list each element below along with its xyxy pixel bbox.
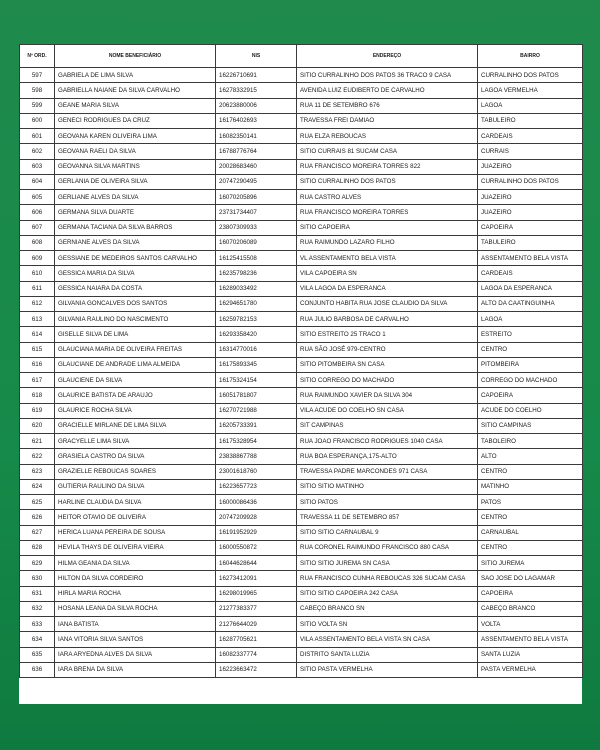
order-number-cell: 619 (20, 403, 55, 418)
order-number-cell: 607 (20, 220, 55, 235)
address-cell: VILA LAGOA DA ESPERANCA (297, 281, 478, 296)
address-cell: CONJUNTO HABITA RUA JOSE CLAUDIO DA SILVA (297, 296, 478, 311)
nis-cell: 16289033492 (216, 281, 297, 296)
address-cell: RUA RAIMUNDO LAZARO FILHO (297, 235, 478, 250)
beneficiary-name-cell: GRAZIELLE REBOUCAS SOARES (55, 464, 216, 479)
order-number-cell: 602 (20, 144, 55, 159)
neighborhood-cell: CAPOEIRA (478, 388, 583, 403)
address-cell: SITIO CORREGO DO MACHADO (297, 373, 478, 388)
neighborhood-cell: SITIO CAMPINAS (478, 418, 583, 433)
beneficiary-name-cell: GERMANA SILVA DUARTE (55, 205, 216, 220)
order-number-cell: 599 (20, 98, 55, 113)
address-cell: RUA CASTRO ALVES (297, 190, 478, 205)
neighborhood-cell: JUAZEIRO (478, 159, 583, 174)
address-cell: SITIO CURRALINHO DOS PATOS (297, 174, 478, 189)
nis-cell: 16273412091 (216, 571, 297, 586)
neighborhood-cell: CURRAIS (478, 144, 583, 159)
neighborhood-cell: CORREGO DO MACHADO (478, 373, 583, 388)
order-number-cell: 609 (20, 251, 55, 266)
table-row (20, 388, 583, 403)
beneficiary-name-cell: GLAUCIENE DA SILVA (55, 373, 216, 388)
neighborhood-cell: SAO JOSE DO LAGAMAR (478, 571, 583, 586)
table-body (20, 68, 583, 678)
address-cell: SITIO CURRALINHO DOS PATOS 36 TRACO 9 CASA (297, 68, 478, 83)
order-number-cell: 632 (20, 601, 55, 616)
address-cell: RUA ELZA REBOUCAS (297, 129, 478, 144)
nis-cell: 16278332915 (216, 83, 297, 98)
header-address: ENDEREÇO (297, 45, 478, 68)
neighborhood-cell: SITIO JUREMA (478, 556, 583, 571)
nis-cell: 21277383377 (216, 601, 297, 616)
nis-cell: 16176402693 (216, 113, 297, 128)
address-cell: VL ASSENTAMENTO BELA VISTA (297, 251, 478, 266)
beneficiary-name-cell: GERLIANE ALVES DA SILVA (55, 190, 216, 205)
nis-cell: 16226710691 (216, 68, 297, 83)
nis-cell: 20747209928 (216, 510, 297, 525)
nis-cell: 23838867788 (216, 449, 297, 464)
order-number-cell: 626 (20, 510, 55, 525)
table-row (20, 327, 583, 342)
order-number-cell: 623 (20, 464, 55, 479)
neighborhood-cell: PITOMBEIRA (478, 357, 583, 372)
beneficiary-name-cell: HIRLA MARIA ROCHA (55, 586, 216, 601)
beneficiary-name-cell: HILTON DA SILVA CORDEIRO (55, 571, 216, 586)
beneficiary-name-cell: GEOVANA RAELI DA SILVA (55, 144, 216, 159)
beneficiary-name-cell: GESSICA NAIARA DA COSTA (55, 281, 216, 296)
nis-cell: 16259782153 (216, 312, 297, 327)
address-cell: TRAVESSA 11 DE SETEMBRO 857 (297, 510, 478, 525)
address-cell: RUA FRANCISCO MOREIRA TORRES 822 (297, 159, 478, 174)
nis-cell: 16223657723 (216, 479, 297, 494)
order-number-cell: 600 (20, 113, 55, 128)
beneficiary-name-cell: IARA ARYEDNA ALVES DA SILVA (55, 647, 216, 662)
nis-cell: 16175324154 (216, 373, 297, 388)
neighborhood-cell: CENTRO (478, 464, 583, 479)
order-number-cell: 605 (20, 190, 55, 205)
nis-cell: 23731734407 (216, 205, 297, 220)
order-number-cell: 615 (20, 342, 55, 357)
neighborhood-cell: CENTRO (478, 342, 583, 357)
nis-cell: 20623880006 (216, 98, 297, 113)
address-cell: SITIO SITIO JUREMA SN CASA (297, 556, 478, 571)
neighborhood-cell: CABEÇO BRANCO (478, 601, 583, 616)
nis-cell: 20028683460 (216, 159, 297, 174)
address-cell: RUA FRANCISCO MOREIRA TORRES (297, 205, 478, 220)
neighborhood-cell: CENTRO (478, 510, 583, 525)
beneficiary-name-cell: GRACYELLE LIMA SILVA (55, 434, 216, 449)
nis-cell: 16298019965 (216, 586, 297, 601)
table-row (20, 312, 583, 327)
nis-cell: 16287705621 (216, 632, 297, 647)
nis-cell: 16235798236 (216, 266, 297, 281)
order-number-cell: 622 (20, 449, 55, 464)
beneficiary-name-cell: GABRIELLA NAIANE DA SILVA CARVALHO (55, 83, 216, 98)
header-neighborhood: BAIRRO (478, 45, 583, 68)
neighborhood-cell: CURRALINHO DOS PATOS (478, 68, 583, 83)
beneficiary-name-cell: GEOVANNA SILVA MARTINS (55, 159, 216, 174)
beneficiary-name-cell: IANA BATISTA (55, 617, 216, 632)
neighborhood-cell: TABULEIRO (478, 113, 583, 128)
address-cell: DISTRITO SANTA LUZIA (297, 647, 478, 662)
beneficiary-name-cell: HOSANA LEANA DA SILVA ROCHA (55, 601, 216, 616)
neighborhood-cell: ASSENTAMENTO BELA VISTA (478, 251, 583, 266)
order-number-cell: 634 (20, 632, 55, 647)
table-row (20, 98, 583, 113)
nis-cell: 16082350141 (216, 129, 297, 144)
neighborhood-cell: CENTRO (478, 540, 583, 555)
order-number-cell: 612 (20, 296, 55, 311)
beneficiary-name-cell: GESSICA MARIA DA SILVA (55, 266, 216, 281)
beneficiary-name-cell: GLAURICE ROCHA SILVA (55, 403, 216, 418)
nis-cell: 21276644029 (216, 617, 297, 632)
neighborhood-cell: MATINHO (478, 479, 583, 494)
nis-cell: 16270721988 (216, 403, 297, 418)
table-row (20, 662, 583, 677)
nis-cell: 16191952929 (216, 525, 297, 540)
nis-cell: 16788776764 (216, 144, 297, 159)
beneficiary-table (19, 44, 583, 678)
neighborhood-cell: TABULEIRO (478, 235, 583, 250)
beneficiary-name-cell: IARA BRENA DA SILVA (55, 662, 216, 677)
beneficiary-name-cell: GUTIERIA RAULINO DA SILVA (55, 479, 216, 494)
nis-cell: 16070206089 (216, 235, 297, 250)
table-row (20, 357, 583, 372)
neighborhood-cell: CAPOEIRA (478, 220, 583, 235)
header-order-number: Nº ORD. (20, 45, 55, 68)
nis-cell: 16223663472 (216, 662, 297, 677)
table-row (20, 601, 583, 616)
order-number-cell: 621 (20, 434, 55, 449)
beneficiary-name-cell: GERNIANE ALVES DA SILVA (55, 235, 216, 250)
table-row (20, 434, 583, 449)
beneficiary-name-cell: HEVILA THAYS DE OLIVEIRA VIEIRA (55, 540, 216, 555)
address-cell: SITIO PITOMBEIRA SN CASA (297, 357, 478, 372)
neighborhood-cell: CARNAUBAL (478, 525, 583, 540)
table-row (20, 113, 583, 128)
beneficiary-name-cell: GESSIANE DE MEDEIROS SANTOS CARVALHO (55, 251, 216, 266)
beneficiary-name-cell: HARLINE CLAUDIA DA SILVA (55, 495, 216, 510)
beneficiary-name-cell: GABRIELA DE LIMA SILVA (55, 68, 216, 83)
neighborhood-cell: ALTO (478, 449, 583, 464)
address-cell: RUA SÃO JOSÉ 979-CENTRO (297, 342, 478, 357)
table-row (20, 159, 583, 174)
address-cell: TRAVESSA PADRE MARCONDES 971 CASA (297, 464, 478, 479)
neighborhood-cell: ASSENTAMENTO BELA VISTA (478, 632, 583, 647)
neighborhood-cell: PASTA VERMELHA (478, 662, 583, 677)
neighborhood-cell: VOLTA (478, 617, 583, 632)
table-row (20, 617, 583, 632)
beneficiary-name-cell: GEOVANA KAREN OLIVEIRA LIMA (55, 129, 216, 144)
table-row (20, 510, 583, 525)
address-cell: SITIO CAPOEIRA (297, 220, 478, 235)
beneficiary-name-cell: GENECI RODRIGUES DA CRUZ (55, 113, 216, 128)
address-cell: RUA CORONEL RAIMUNDO FRANCISCO 880 CASA (297, 540, 478, 555)
header-nis: NIS (216, 45, 297, 68)
beneficiary-name-cell: HEITOR OTAVIO DE OLIVEIRA (55, 510, 216, 525)
table-row (20, 144, 583, 159)
nis-cell: 16000086436 (216, 495, 297, 510)
order-number-cell: 627 (20, 525, 55, 540)
address-cell: RUA BOA ESPERANÇA,175-ALTO (297, 449, 478, 464)
beneficiary-name-cell: IANA VITORIA SILVA SANTOS (55, 632, 216, 647)
beneficiary-name-cell: GEANE MARIA SILVA (55, 98, 216, 113)
table-row (20, 129, 583, 144)
nis-cell: 16175893345 (216, 357, 297, 372)
address-cell: SITIO CURRAIS 81 SUCAM CASA (297, 144, 478, 159)
order-number-cell: 597 (20, 68, 55, 83)
address-cell: VILA ACUDE DO COELHO SN CASA (297, 403, 478, 418)
table-row (20, 373, 583, 388)
table-row (20, 281, 583, 296)
order-number-cell: 620 (20, 418, 55, 433)
table-header-row (20, 45, 583, 68)
table-row (20, 479, 583, 494)
table-row (20, 632, 583, 647)
table-row (20, 251, 583, 266)
order-number-cell: 610 (20, 266, 55, 281)
beneficiary-name-cell: GERLANIA DE OLIVEIRA SILVA (55, 174, 216, 189)
beneficiary-name-cell: GLAURICE BATISTA DE ARAUJO (55, 388, 216, 403)
address-cell: AVENIDA LUIZ EUDIBERTO DE CARVALHO (297, 83, 478, 98)
table-row (20, 83, 583, 98)
table-row (20, 556, 583, 571)
order-number-cell: 635 (20, 647, 55, 662)
order-number-cell: 617 (20, 373, 55, 388)
order-number-cell: 616 (20, 357, 55, 372)
order-number-cell: 624 (20, 479, 55, 494)
address-cell: RUA JULIO BARBOSA DE CARVALHO (297, 312, 478, 327)
address-cell: SITIO VOLTA SN (297, 617, 478, 632)
table-row (20, 174, 583, 189)
beneficiary-name-cell: GLAUCIANE DE ANDRADE LIMA ALMEIDA (55, 357, 216, 372)
neighborhood-cell: ALTO DA CAATINGUINHA (478, 296, 583, 311)
address-cell: RUA FRANCISCO CUNHA REBOUCAS 326 SUCAM CASA (297, 571, 478, 586)
address-cell: SITIO SITIO CAPOEIRA 242 CASA (297, 586, 478, 601)
order-number-cell: 630 (20, 571, 55, 586)
order-number-cell: 636 (20, 662, 55, 677)
neighborhood-cell: TABOLEIRO (478, 434, 583, 449)
address-cell: RUA RAIMUNDO XAVIER DA SILVA 304 (297, 388, 478, 403)
address-cell: SIT CAMPINAS (297, 418, 478, 433)
neighborhood-cell: LAGOA DA ESPERANCA (478, 281, 583, 296)
neighborhood-cell: LAGOA (478, 312, 583, 327)
table-row (20, 495, 583, 510)
nis-cell: 16082337774 (216, 647, 297, 662)
order-number-cell: 606 (20, 205, 55, 220)
neighborhood-cell: JUAZEIRO (478, 190, 583, 205)
document-page (19, 44, 582, 704)
table-row (20, 464, 583, 479)
address-cell: VILA ASSENTAMENTO BELA VISTA SN CASA (297, 632, 478, 647)
beneficiary-name-cell: GRACIELLE MIRLANE DE LIMA SILVA (55, 418, 216, 433)
beneficiary-name-cell: GILVANIA RAULINO DO NASCIMENTO (55, 312, 216, 327)
nis-cell: 16294651780 (216, 296, 297, 311)
address-cell: CABEÇO BRANCO SN (297, 601, 478, 616)
nis-cell: 16205733391 (216, 418, 297, 433)
order-number-cell: 629 (20, 556, 55, 571)
order-number-cell: 628 (20, 540, 55, 555)
address-cell: RUA 11 DE SETEMBRO 676 (297, 98, 478, 113)
neighborhood-cell: ACUDE DO COELHO (478, 403, 583, 418)
order-number-cell: 603 (20, 159, 55, 174)
beneficiary-name-cell: HERICA LUANA PEREIRA DE SOUSA (55, 525, 216, 540)
table-row (20, 403, 583, 418)
address-cell: SITIO ESTREITO 25 TRACO 1 (297, 327, 478, 342)
order-number-cell: 608 (20, 235, 55, 250)
table-row (20, 220, 583, 235)
beneficiary-name-cell: GLAUCIANA MARIA DE OLIVEIRA FREITAS (55, 342, 216, 357)
nis-cell: 16000550872 (216, 540, 297, 555)
neighborhood-cell: CAPOEIRA (478, 586, 583, 601)
neighborhood-cell: CURRALINHO DOS PATOS (478, 174, 583, 189)
table-row (20, 586, 583, 601)
table-row (20, 190, 583, 205)
table-row (20, 540, 583, 555)
table-row (20, 418, 583, 433)
beneficiary-name-cell: GILVANIA GONCALVES DOS SANTOS (55, 296, 216, 311)
table-row (20, 205, 583, 220)
table-row (20, 68, 583, 83)
neighborhood-cell: SANTA LUZIA (478, 647, 583, 662)
table-row (20, 235, 583, 250)
nis-cell: 16125415508 (216, 251, 297, 266)
order-number-cell: 613 (20, 312, 55, 327)
table-row (20, 647, 583, 662)
neighborhood-cell: CARDEAIS (478, 129, 583, 144)
nis-cell: 23001618760 (216, 464, 297, 479)
table-row (20, 571, 583, 586)
order-number-cell: 618 (20, 388, 55, 403)
table-row (20, 266, 583, 281)
table-row (20, 449, 583, 464)
table-row (20, 342, 583, 357)
order-number-cell: 598 (20, 83, 55, 98)
order-number-cell: 601 (20, 129, 55, 144)
address-cell: SITIO SITIO CARNAUBAL 9 (297, 525, 478, 540)
table-row (20, 296, 583, 311)
address-cell: SITIO SITIO MATINHO (297, 479, 478, 494)
order-number-cell: 614 (20, 327, 55, 342)
nis-cell: 16044628644 (216, 556, 297, 571)
address-cell: SITIO PASTA VERMELHA (297, 662, 478, 677)
nis-cell: 20747290495 (216, 174, 297, 189)
header-beneficiary-name: NOME BENEFICIÁRIO (55, 45, 216, 68)
order-number-cell: 633 (20, 617, 55, 632)
beneficiary-name-cell: GERMANA TACIANA DA SILVA BARROS (55, 220, 216, 235)
neighborhood-cell: ESTREITO (478, 327, 583, 342)
table-row (20, 525, 583, 540)
nis-cell: 16314770016 (216, 342, 297, 357)
beneficiary-name-cell: GISELLE SILVA DE LIMA (55, 327, 216, 342)
neighborhood-cell: JUAZEIRO (478, 205, 583, 220)
neighborhood-cell: LAGOA (478, 98, 583, 113)
address-cell: TRAVESSA FREI DAMIAO (297, 113, 478, 128)
neighborhood-cell: PATOS (478, 495, 583, 510)
address-cell: SITIO PATOS (297, 495, 478, 510)
address-cell: RUA JOAO FRANCISCO RODRIGUES 1040 CASA (297, 434, 478, 449)
order-number-cell: 625 (20, 495, 55, 510)
beneficiary-name-cell: GRASIELA CASTRO DA SILVA (55, 449, 216, 464)
address-cell: VILA CAPOEIRA SN (297, 266, 478, 281)
nis-cell: 16051781807 (216, 388, 297, 403)
nis-cell: 16293358420 (216, 327, 297, 342)
nis-cell: 16070205896 (216, 190, 297, 205)
order-number-cell: 604 (20, 174, 55, 189)
order-number-cell: 611 (20, 281, 55, 296)
beneficiary-name-cell: HILMA GEANIA DA SILVA (55, 556, 216, 571)
neighborhood-cell: LAGOA VERMELHA (478, 83, 583, 98)
nis-cell: 16175328954 (216, 434, 297, 449)
neighborhood-cell: CARDEAIS (478, 266, 583, 281)
order-number-cell: 631 (20, 586, 55, 601)
nis-cell: 23807309933 (216, 220, 297, 235)
